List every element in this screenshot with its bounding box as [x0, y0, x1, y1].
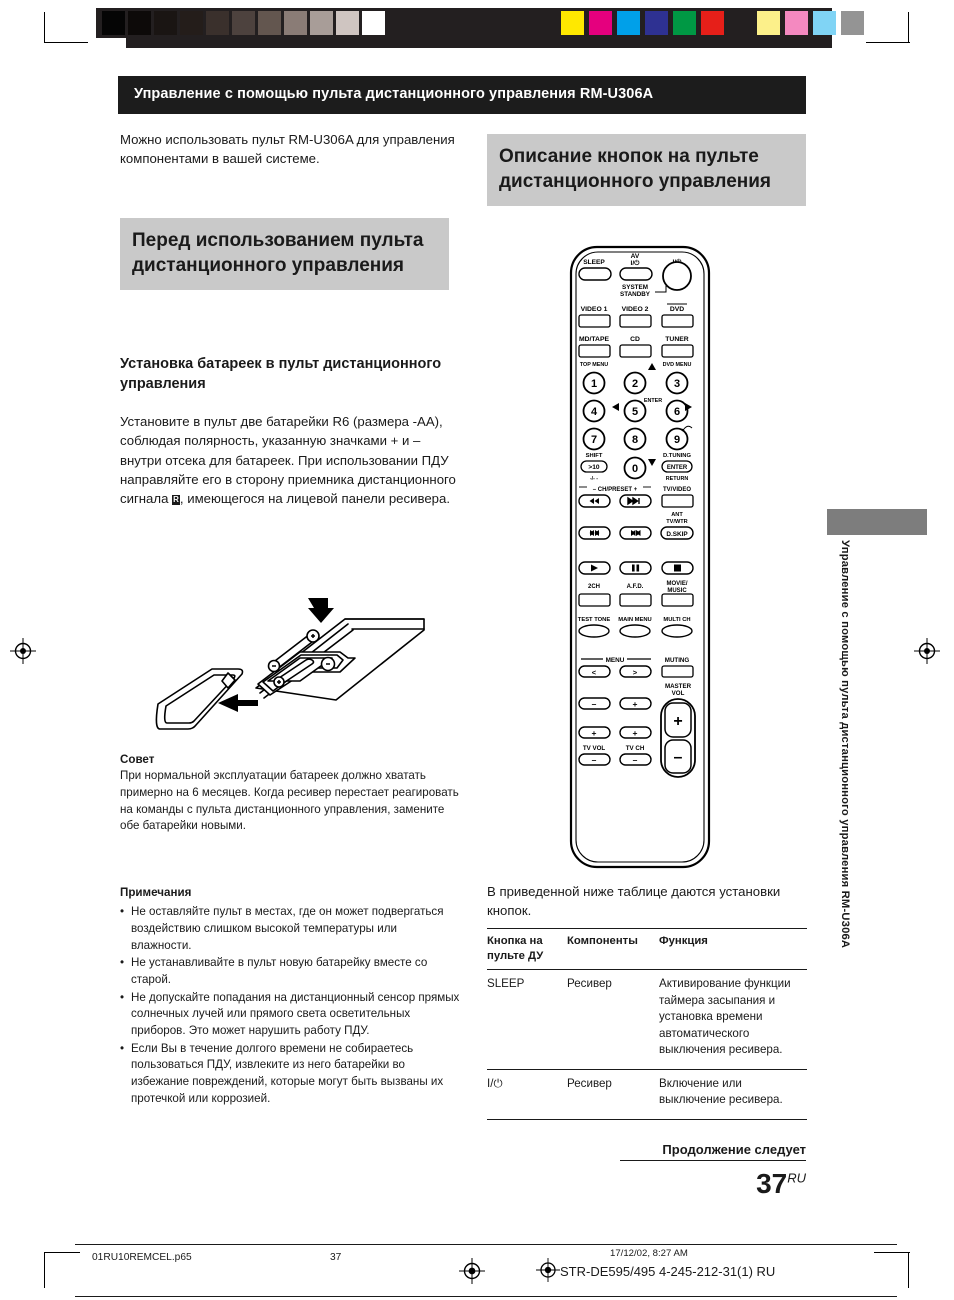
- svg-text:A.F.D.: A.F.D.: [626, 584, 644, 590]
- svg-text:TV/VIDEO: TV/VIDEO: [662, 487, 692, 493]
- svg-text:2CH: 2CH: [587, 584, 601, 590]
- body-install-batteries: [120, 412, 460, 508]
- swatch-magenta: [589, 11, 612, 35]
- table-row: [487, 1069, 807, 1119]
- note-item: • Не оставляйте пульт в местах, где он может подвергаться воздействию слишком высокой температуры или влажности.: [120, 904, 460, 954]
- svg-text:AV: AV: [630, 253, 640, 260]
- section-title-text: Управление с помощью пульта дистанционного управления RM-U306A: [134, 86, 654, 102]
- notes-block: [120, 885, 460, 1108]
- table-cell-component: Ресивер: [567, 1069, 659, 1119]
- svg-text:2: 2: [631, 378, 639, 390]
- table-header-row: [487, 929, 807, 970]
- svg-text:VIDEO 1: VIDEO 1: [580, 306, 608, 313]
- table-cell-function: Активирование функции таймера засыпания и установка времени автоматического выключения ресивера.: [659, 970, 807, 1069]
- svg-text:5: 5: [631, 406, 639, 418]
- svg-text:ENTER: ENTER: [643, 398, 663, 404]
- svg-text:TOP MENU: TOP MENU: [579, 362, 609, 368]
- svg-text:<: <: [591, 668, 597, 677]
- side-tab-text: Управление с помощью пульта дистанционного управления RM-U306A: [839, 540, 851, 949]
- svg-text:MAIN MENU: MAIN MENU: [618, 617, 652, 623]
- crop-mark-bottom-left-h: [44, 1252, 80, 1253]
- battery-installation-illustration: [140, 596, 425, 741]
- left-column: [120, 130, 465, 168]
- section-title-bar: [118, 76, 806, 114]
- crop-mark-bottom-right-h: [874, 1252, 910, 1253]
- table-header-function: Функция: [659, 929, 807, 970]
- swatch-green: [673, 11, 696, 35]
- footer-model-code: STR-DE595/495 4-245-212-31(1) RU: [560, 1264, 776, 1279]
- tip-block: [120, 752, 460, 835]
- table-cell-component: Ресивер: [567, 970, 659, 1069]
- table-intro-text: В приведенной ниже таблице даются установки кнопок.: [487, 884, 781, 919]
- svg-text:7: 7: [590, 434, 598, 446]
- page-number: [600, 1168, 806, 1200]
- body-install-part1: Установите в пульт две батарейки R6 (размера -AA), соблюдая полярность, указанную значками + и – внутри отсека для батареек. При использовании ПДУ направляйте его в сторону приемника дистанционного сигнала: [120, 414, 456, 507]
- svg-text:TV/WTR: TV/WTR: [666, 519, 688, 525]
- svg-text:MUSIC: MUSIC: [667, 588, 687, 594]
- svg-text:3: 3: [673, 378, 681, 390]
- svg-text:0: 0: [631, 463, 639, 475]
- swatch-cyan: [617, 11, 640, 35]
- svg-text:8: 8: [631, 434, 639, 446]
- swatch-yellow: [561, 11, 584, 35]
- table-cell-button: I/⏻: [487, 1069, 567, 1119]
- heading-before-use: Перед использованием пульта дистанционного управления: [120, 218, 449, 290]
- svg-text:>: >: [632, 668, 638, 677]
- svg-text:DVD MENU: DVD MENU: [662, 362, 692, 368]
- table-header-component: Компоненты: [567, 929, 659, 970]
- svg-text:TV VOL: TV VOL: [582, 745, 606, 752]
- svg-text:+: +: [673, 713, 683, 730]
- swatch-red: [701, 11, 724, 35]
- svg-text:ENTER: ENTER: [666, 465, 688, 471]
- table-header-button: Кнопка на пульте ДУ: [487, 929, 567, 970]
- svg-text:–: –: [591, 755, 597, 765]
- svg-text:TUNER: TUNER: [665, 336, 689, 343]
- crop-mark-bottom-right-v: [908, 1252, 909, 1288]
- svg-text:1: 1: [590, 378, 598, 390]
- footer-rule-bottom: [75, 1296, 897, 1297]
- svg-text:D.TUNING: D.TUNING: [662, 453, 692, 459]
- notes-heading: Примечания: [120, 886, 192, 899]
- svg-text:+: +: [632, 728, 638, 738]
- svg-text:ANT: ANT: [671, 512, 683, 518]
- registration-mark-left: [10, 638, 36, 664]
- svg-text:MUTING: MUTING: [664, 657, 690, 664]
- svg-text:+: +: [591, 728, 597, 738]
- svg-text:SLEEP: SLEEP: [583, 259, 605, 266]
- intro-paragraph: Можно использовать пульт RM-U306A для управления компонентами в вашей системе.: [120, 132, 455, 167]
- continued-label: Продолжение следует: [620, 1142, 806, 1161]
- svg-text:6: 6: [673, 406, 681, 418]
- svg-text:RETURN: RETURN: [665, 476, 689, 482]
- swatch-light-yellow: [757, 11, 780, 35]
- svg-text:VOL: VOL: [671, 690, 685, 697]
- svg-text:– CH/PRESET +: – CH/PRESET +: [592, 487, 638, 493]
- registration-mark-footer: [536, 1258, 560, 1282]
- registration-mark-bottom: [459, 1258, 485, 1284]
- svg-text:4: 4: [590, 406, 598, 418]
- svg-text:I/⏻: I/⏻: [630, 260, 640, 267]
- note-item: • Не устанавливайте в пульт новую батарейку вместе со старой.: [120, 955, 460, 988]
- svg-text:MULTI CH: MULTI CH: [663, 617, 691, 623]
- svg-text:>10: >10: [588, 464, 600, 471]
- svg-text:CD: CD: [630, 336, 640, 343]
- footer-page-number: 37: [330, 1252, 342, 1263]
- svg-text:-/- -: -/- -: [589, 476, 599, 482]
- svg-text:MOVIE/: MOVIE/: [666, 581, 688, 587]
- subheading-install-batteries: Установка батареек в пульт дистанционного управления: [120, 356, 442, 392]
- button-function-table: [487, 928, 807, 1120]
- calibration-color-swatches: [0, 0, 954, 48]
- tip-heading: Совет: [120, 753, 155, 766]
- swatch-light-blue: [813, 11, 836, 35]
- heading-button-description: Описание кнопок на пульте дистанционного управления: [487, 134, 806, 206]
- svg-text:MENU: MENU: [605, 657, 625, 664]
- svg-text:SHIFT: SHIFT: [585, 453, 603, 459]
- page-number-suffix: RU: [787, 1170, 806, 1186]
- note-item: • Если Вы в течение долгого времени не собираетесь пользоваться ПДУ, извлеките из него батарейки во избежание повреждений, которые могут быть вызваны их протечкой или коррозией.: [120, 1041, 460, 1108]
- svg-text:–: –: [673, 749, 683, 766]
- svg-text:TV CH: TV CH: [625, 745, 645, 752]
- swatch-blue: [645, 11, 668, 35]
- table-cell-function: Включение или выключение ресивера.: [659, 1069, 807, 1119]
- footer-filename: 01RU10REMCEL.p65: [92, 1252, 192, 1263]
- note-item: • Не допускайте попадания на дистанционный сенсор прямых солнечных лучей или прямого света осветительных приборов. Это может нарушить работу ПДУ.: [120, 990, 460, 1040]
- remote-control-figure: [565, 244, 715, 874]
- svg-text:D.SKIP: D.SKIP: [666, 531, 688, 538]
- svg-text:SYSTEM: SYSTEM: [622, 284, 648, 291]
- tip-text: При нормальной эксплуатации батареек должно хватать примерно на 6 месяцев. Когда ресивер перестает реагировать на команды с пульта дистанционного управления, замените обе батарейки новыми.: [120, 769, 459, 833]
- svg-text:VIDEO 2: VIDEO 2: [621, 306, 649, 313]
- table-row: [487, 970, 807, 1069]
- ir-receiver-icon: R: [173, 495, 179, 505]
- svg-text:MD/TAPE: MD/TAPE: [578, 336, 610, 343]
- swatch-pink: [785, 11, 808, 35]
- table-cell-button: SLEEP: [487, 970, 567, 1069]
- page-number-value: 37: [756, 1168, 788, 1199]
- svg-text:9: 9: [673, 434, 681, 446]
- svg-text:+: +: [632, 699, 638, 709]
- body-install-part2: , имеющегося на лицевой панели ресивера.: [179, 491, 450, 507]
- registration-mark-right: [914, 638, 940, 664]
- svg-text:TEST TONE: TEST TONE: [577, 617, 611, 623]
- footer-date: 17/12/02, 8:27 AM: [610, 1248, 688, 1259]
- svg-text:STANDBY: STANDBY: [620, 291, 650, 298]
- svg-text:DVD: DVD: [669, 306, 685, 313]
- swatch-gray-neutral: [841, 11, 864, 35]
- side-tab-block: [827, 509, 927, 535]
- svg-text:–: –: [591, 699, 597, 709]
- notes-list: [120, 904, 460, 1107]
- svg-text:MASTER: MASTER: [664, 683, 692, 690]
- crop-mark-bottom-left-v: [44, 1252, 45, 1288]
- footer-rule-top: [75, 1244, 897, 1245]
- svg-text:–: –: [632, 755, 638, 765]
